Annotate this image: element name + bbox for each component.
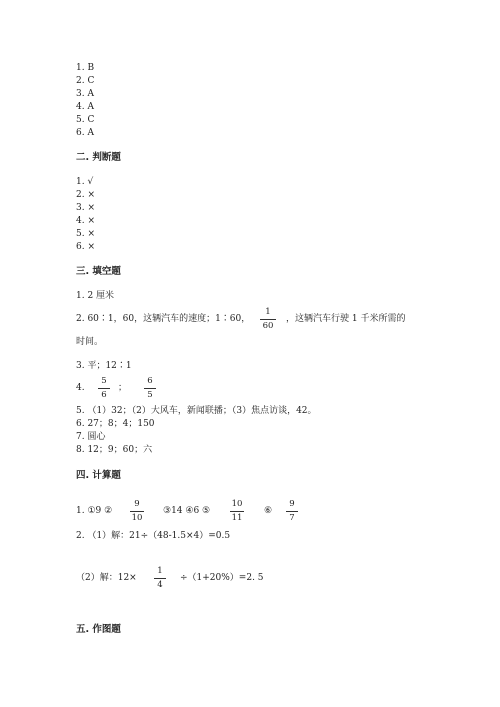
judge-answer-1: 1. √ <box>76 177 94 187</box>
choice-answer-1: 1. B <box>76 63 95 73</box>
calc-answer-2-1: 2. （1）解：21÷（48-1.5×4）=0.5 <box>76 531 231 541</box>
calc-answer-1-part-c: ⑥ <box>264 506 273 516</box>
fraction-denominator: 6 <box>101 390 107 400</box>
calc-answer-2-2-part-a: （2）解：12× <box>76 573 137 583</box>
fraction-numerator: 5 <box>101 376 107 386</box>
fraction-bar <box>144 388 156 389</box>
fill-answer-1: 1. 2 厘米 <box>76 291 115 301</box>
calc-answer-2-2-part-b: ÷（1+20%）=2. 5 <box>180 573 264 583</box>
fraction-denominator: 10 <box>131 513 143 523</box>
calc-answer-1-fraction-3 <box>286 499 298 524</box>
choice-answer-2: 2. C <box>76 76 95 86</box>
fill-answer-4-fraction-1 <box>98 376 110 401</box>
fraction-denominator: 4 <box>157 580 163 590</box>
fill-answer-2-part-b: ，这辆汽车行驶 1 千米所需的 <box>286 314 406 324</box>
calc-answer-1-part-b: ③14 ④6 ⑤ <box>163 506 211 516</box>
judge-answer-2: 2. × <box>76 190 95 200</box>
fill-answer-2-part-c: 时间。 <box>76 337 104 347</box>
fill-answer-4-label: 4. <box>76 383 85 393</box>
fraction-numerator: 9 <box>134 499 140 509</box>
judge-answer-6: 6. × <box>76 242 95 252</box>
fraction-denominator: 11 <box>231 513 243 523</box>
fill-answer-2-fraction <box>260 307 276 332</box>
fraction-numerator: 6 <box>147 376 153 386</box>
fill-answer-3: 3. 平；12∶1 <box>76 361 132 371</box>
fraction-bar <box>260 319 276 320</box>
fraction-numerator: 10 <box>231 499 243 509</box>
fraction-bar <box>230 511 244 512</box>
fraction-numerator: 9 <box>289 499 295 509</box>
draw-heading: 五. 作图题 <box>76 624 121 635</box>
judge-answer-5: 5. × <box>76 229 95 239</box>
fill-heading: 三. 填空题 <box>76 266 121 277</box>
fill-answer-4-separator: ； <box>118 383 128 393</box>
judge-answer-4: 4. × <box>76 216 95 226</box>
fill-answer-6: 6. 27；8；4；150 <box>76 419 155 429</box>
fraction-denominator: 5 <box>147 390 153 400</box>
fraction-denominator: 7 <box>289 513 295 523</box>
fill-answer-7: 7. 圆心 <box>76 432 106 442</box>
fraction-numerator: 1 <box>157 566 163 576</box>
calc-answer-1-fraction-2 <box>230 499 244 524</box>
calc-heading: 四. 计算题 <box>76 470 121 481</box>
fill-answer-5: 5. （1）32；（2）大风车，新闻联播；（3）焦点访谈，42。 <box>76 406 317 416</box>
fill-answer-8: 8. 12；9；60；六 <box>76 445 153 455</box>
fraction-bar <box>130 511 144 512</box>
fraction-numerator: 1 <box>265 307 271 317</box>
fill-answer-2-part-a: 2. 60∶1，60，这辆汽车的速度；1∶60， <box>76 314 251 324</box>
fraction-bar <box>286 511 298 512</box>
choice-answer-3: 3. A <box>76 89 94 99</box>
fraction-bar <box>154 578 166 579</box>
choice-answer-6: 6. A <box>76 128 94 138</box>
fill-answer-4-fraction-2 <box>144 376 156 401</box>
fraction-denominator: 60 <box>262 321 274 331</box>
judge-answer-3: 3. × <box>76 203 95 213</box>
calc-answer-1-fraction-1 <box>130 499 144 524</box>
fraction-bar <box>98 388 110 389</box>
calc-answer-2-2-fraction <box>154 566 166 591</box>
choice-answer-4: 4. A <box>76 102 94 112</box>
judge-heading: 二. 判断题 <box>76 152 121 163</box>
calc-answer-1-part-a: 1. ①9 ② <box>76 506 113 516</box>
choice-answer-5: 5. C <box>76 115 95 125</box>
